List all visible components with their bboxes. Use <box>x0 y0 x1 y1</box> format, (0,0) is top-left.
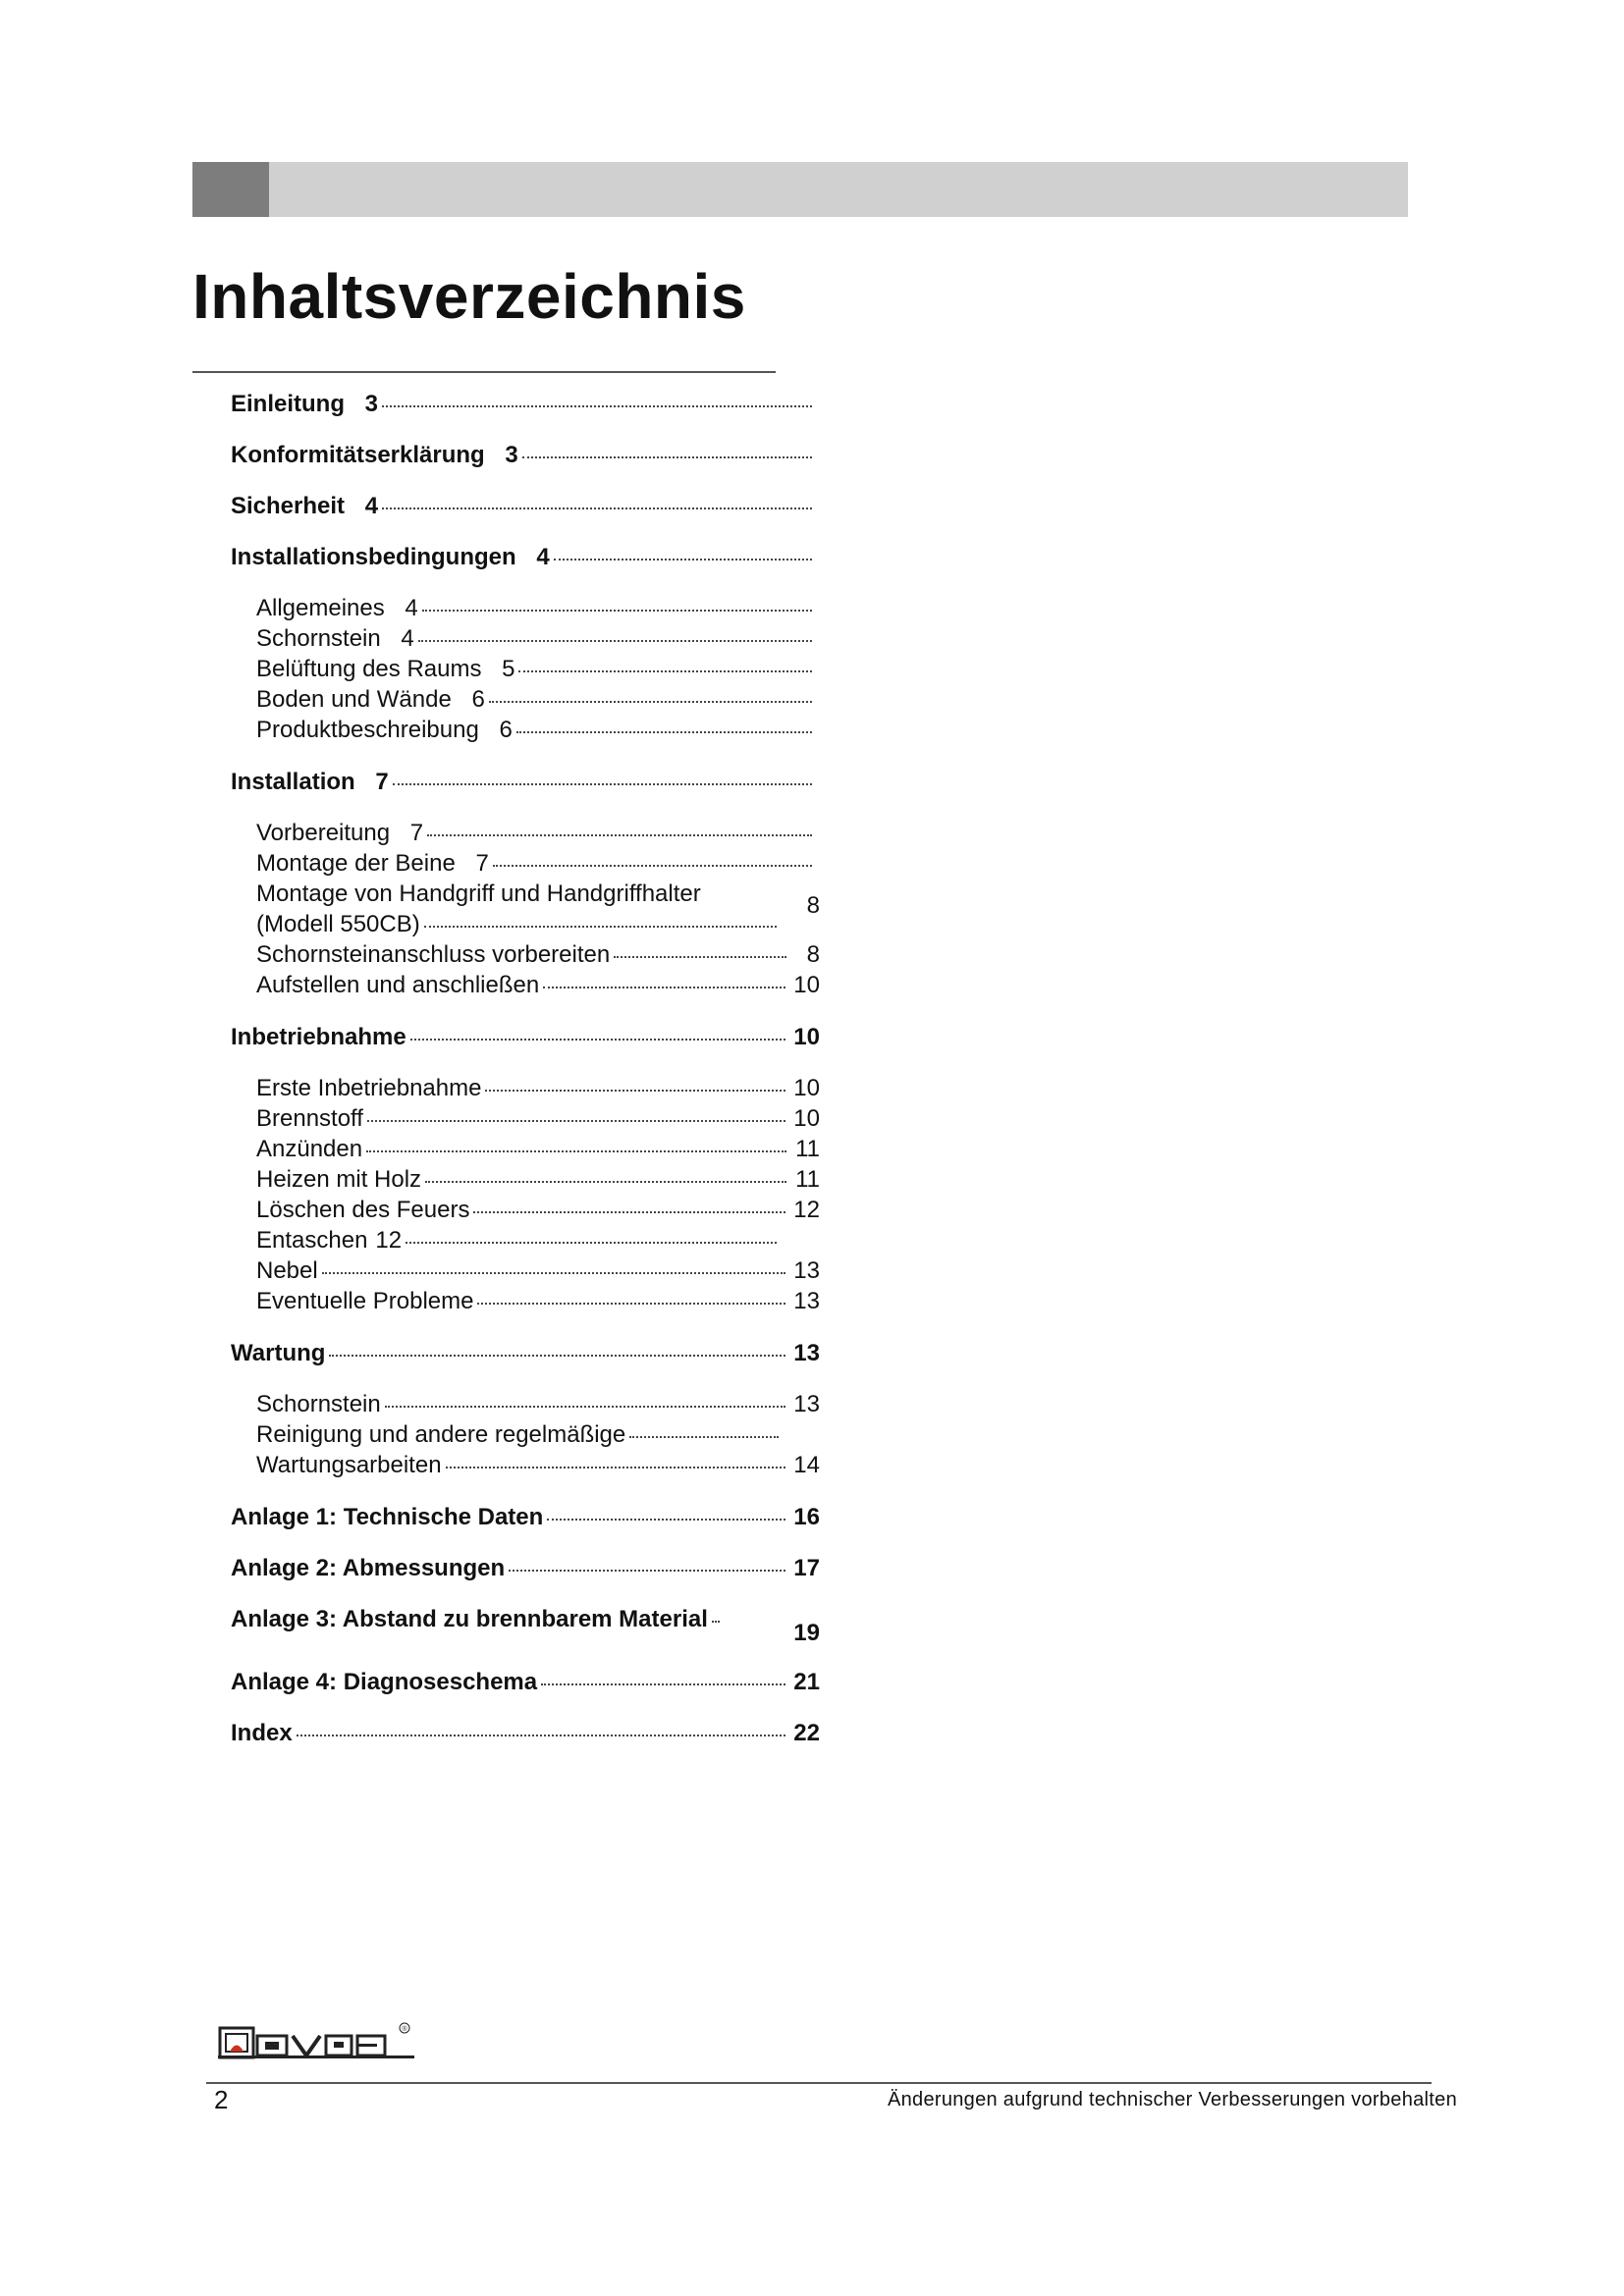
table-of-contents <box>231 391 820 1749</box>
dovre-logo <box>218 2022 414 2061</box>
toc-subentry-boden-waende[interactable] <box>231 686 820 717</box>
toc-subentry-wartung-schornstein[interactable] <box>231 1391 820 1421</box>
toc-page: 10 <box>793 1105 820 1132</box>
toc-label: Produktbeschreibung <box>256 717 479 743</box>
toc-page: 13 <box>793 1340 820 1366</box>
toc-leader-dots <box>422 610 812 612</box>
toc-label: Montage von Handgriff und Handgriffhalter <box>256 881 701 907</box>
footer-disclaimer: Änderungen aufgrund technischer Verbesserungen vorbehalten <box>887 2089 1457 2110</box>
toc-label: Heizen mit Holz <box>256 1166 422 1193</box>
toc-subentry-probleme[interactable] <box>231 1288 820 1318</box>
toc-entry-installation[interactable] <box>231 769 820 798</box>
toc-page: 14 <box>793 1452 820 1478</box>
toc-label: Vorbereitung <box>256 820 391 846</box>
toc-page: 22 <box>793 1720 820 1746</box>
page-title: Inhaltsverzeichnis <box>192 261 746 332</box>
page-number: 2 <box>214 2085 229 2114</box>
toc-page: 8 <box>806 892 820 919</box>
toc-entry-wartung[interactable] <box>231 1340 820 1369</box>
toc-page: 4 <box>401 625 414 652</box>
toc-label: Boden und Wände <box>256 686 452 713</box>
toc-page: 7 <box>475 850 489 877</box>
toc-leader-dots <box>516 731 812 733</box>
toc-page: 13 <box>793 1257 820 1284</box>
toc-subentry-heizen-holz[interactable] <box>231 1166 820 1197</box>
toc-leader-dots <box>614 956 786 958</box>
toc-entry-anlage-1[interactable] <box>231 1504 820 1533</box>
toc-label: Einleitung <box>231 391 345 417</box>
toc-label: Konformitätserklärung <box>231 442 485 468</box>
toc-label: Anzünden <box>256 1136 363 1162</box>
toc-leader-dots <box>418 640 812 642</box>
toc-leader-dots <box>518 670 812 672</box>
toc-label: Eventuelle Probleme <box>256 1288 474 1314</box>
toc-entry-anlage-4[interactable] <box>231 1669 820 1698</box>
toc-label: Anlage 2: Abmessungen <box>231 1555 506 1581</box>
toc-subentry-nebel[interactable] <box>231 1257 820 1288</box>
toc-leader-dots <box>393 783 812 785</box>
toc-page: 13 <box>793 1288 820 1314</box>
toc-label: Schornstein <box>256 625 381 652</box>
toc-leader-dots <box>406 1242 777 1244</box>
toc-page: 12 <box>793 1197 820 1223</box>
toc-subentry-erste-inbetriebnahme[interactable] <box>231 1075 820 1105</box>
toc-subentry-produktbeschreibung[interactable] <box>231 717 820 747</box>
toc-page: 21 <box>793 1669 820 1695</box>
toc-leader-dots <box>322 1272 786 1274</box>
toc-label: Sicherheit <box>231 493 346 519</box>
toc-label: Anlage 1: Technische Daten <box>231 1504 544 1530</box>
toc-subentry-anzuenden[interactable] <box>231 1136 820 1166</box>
toc-page: 4 <box>405 595 418 621</box>
toc-leader-dots <box>425 1181 786 1183</box>
toc-leader-dots <box>424 926 777 928</box>
toc-label: Installationsbedingungen <box>231 544 516 570</box>
toc-page: 12 <box>375 1227 403 1254</box>
toc-page: 16 <box>793 1504 820 1530</box>
toc-page: 10 <box>793 1024 820 1050</box>
toc-subentry-entaschen[interactable] <box>231 1227 820 1257</box>
toc-label: Belüftung des Raums <box>256 656 482 682</box>
toc-leader-dots <box>509 1570 785 1572</box>
toc-entry-sicherheit[interactable] <box>231 493 820 522</box>
toc-leader-dots <box>473 1211 785 1213</box>
toc-entry-inbetriebnahme[interactable] <box>231 1024 820 1053</box>
toc-page: 7 <box>409 820 424 846</box>
toc-label: Aufstellen und anschließen <box>256 972 540 998</box>
toc-entry-installationsbedingungen[interactable] <box>231 544 820 573</box>
toc-page: 17 <box>793 1555 820 1581</box>
toc-entry-anlage-2[interactable] <box>231 1555 820 1584</box>
toc-subentry-brennstoff[interactable] <box>231 1105 820 1136</box>
toc-page: 19 <box>793 1620 820 1646</box>
toc-entry-index[interactable] <box>231 1720 820 1749</box>
toc-page: 4 <box>536 544 550 570</box>
toc-label: Inbetriebnahme <box>231 1024 406 1050</box>
toc-page: 6 <box>499 717 513 743</box>
toc-label: Montage der Beine <box>256 850 456 877</box>
title-divider <box>192 371 776 373</box>
toc-page: 8 <box>806 941 820 968</box>
toc-leader-dots <box>297 1735 786 1736</box>
toc-label: Reinigung und andere regelmäßige <box>256 1421 626 1448</box>
toc-subentry-montage-beine[interactable] <box>231 850 820 881</box>
toc-label: Brennstoff <box>256 1105 363 1132</box>
toc-page: 6 <box>471 686 485 713</box>
footer-divider <box>206 2082 1432 2084</box>
toc-leader-dots <box>543 987 785 988</box>
header-bar <box>192 162 1408 217</box>
toc-leader-dots <box>329 1355 785 1357</box>
toc-leader-dots <box>385 1406 786 1408</box>
toc-subentry-schornstein[interactable] <box>231 625 820 656</box>
toc-leader-dots <box>547 1519 785 1521</box>
toc-subentry-loeschen[interactable] <box>231 1197 820 1227</box>
toc-leader-dots <box>712 1621 720 1623</box>
toc-leader-dots <box>477 1303 785 1305</box>
toc-subentry-vorbereitung[interactable] <box>231 820 820 850</box>
toc-subentry-belueftung[interactable] <box>231 656 820 686</box>
toc-leader-dots <box>629 1436 779 1438</box>
toc-leader-dots <box>410 1039 786 1041</box>
toc-label: Erste Inbetriebnahme <box>256 1075 482 1101</box>
toc-leader-dots <box>522 456 812 458</box>
toc-page: 10 <box>793 1075 820 1101</box>
toc-entry-einleitung[interactable] <box>231 391 820 420</box>
toc-entry-konformitaet[interactable] <box>231 442 820 471</box>
toc-leader-dots <box>446 1467 786 1468</box>
toc-leader-dots <box>489 701 812 703</box>
toc-label: Installation <box>231 769 355 795</box>
toc-label: Index <box>231 1720 293 1746</box>
toc-page: 5 <box>502 656 515 682</box>
toc-page: 13 <box>793 1391 820 1417</box>
header-accent-block <box>192 162 269 217</box>
toc-subentry-allgemeines[interactable] <box>231 595 820 625</box>
toc-label: Nebel <box>256 1257 318 1284</box>
toc-page: 3 <box>505 442 518 468</box>
toc-subentry-aufstellen[interactable] <box>231 972 820 1002</box>
toc-leader-dots <box>382 507 812 509</box>
toc-label: Anlage 4: Diagnoseschema <box>231 1669 538 1695</box>
toc-label: Entaschen <box>256 1227 368 1254</box>
toc-subentry-reinigung[interactable] <box>231 1421 820 1452</box>
toc-page: 3 <box>364 391 378 417</box>
toc-page: 11 <box>795 1166 820 1193</box>
toc-label: Schornsteinanschluss vorbereiten <box>256 941 611 968</box>
svg-text:®: ® <box>402 2026 407 2033</box>
toc-label: Allgemeines <box>256 595 385 621</box>
toc-leader-dots <box>367 1120 785 1122</box>
toc-page: 7 <box>375 769 389 795</box>
toc-leader-dots <box>382 405 812 407</box>
toc-subentry-handgriff-cont <box>231 911 820 941</box>
toc-label-continued: Wartungsarbeiten <box>256 1452 442 1478</box>
toc-leader-dots <box>541 1683 785 1685</box>
toc-leader-dots <box>554 559 812 561</box>
toc-leader-dots <box>485 1090 785 1092</box>
toc-label-continued: (Modell 550CB) <box>256 911 420 937</box>
toc-label: Löschen des Feuers <box>256 1197 470 1223</box>
toc-subentry-schornsteinanschluss[interactable] <box>231 941 820 972</box>
toc-leader-dots <box>366 1150 786 1152</box>
toc-page: 11 <box>795 1136 820 1162</box>
toc-leader-dots <box>493 865 812 867</box>
toc-label: Schornstein <box>256 1391 381 1417</box>
toc-label: Wartung <box>231 1340 326 1366</box>
toc-page: 10 <box>793 972 820 998</box>
toc-page: 4 <box>364 493 379 519</box>
toc-subentry-reinigung-cont <box>231 1452 820 1482</box>
toc-leader-dots <box>427 834 812 836</box>
toc-entry-anlage-3[interactable] <box>231 1606 820 1647</box>
toc-subentry-handgriff[interactable] <box>231 881 820 919</box>
toc-label: Anlage 3: Abstand zu brennbarem Material <box>231 1606 708 1632</box>
